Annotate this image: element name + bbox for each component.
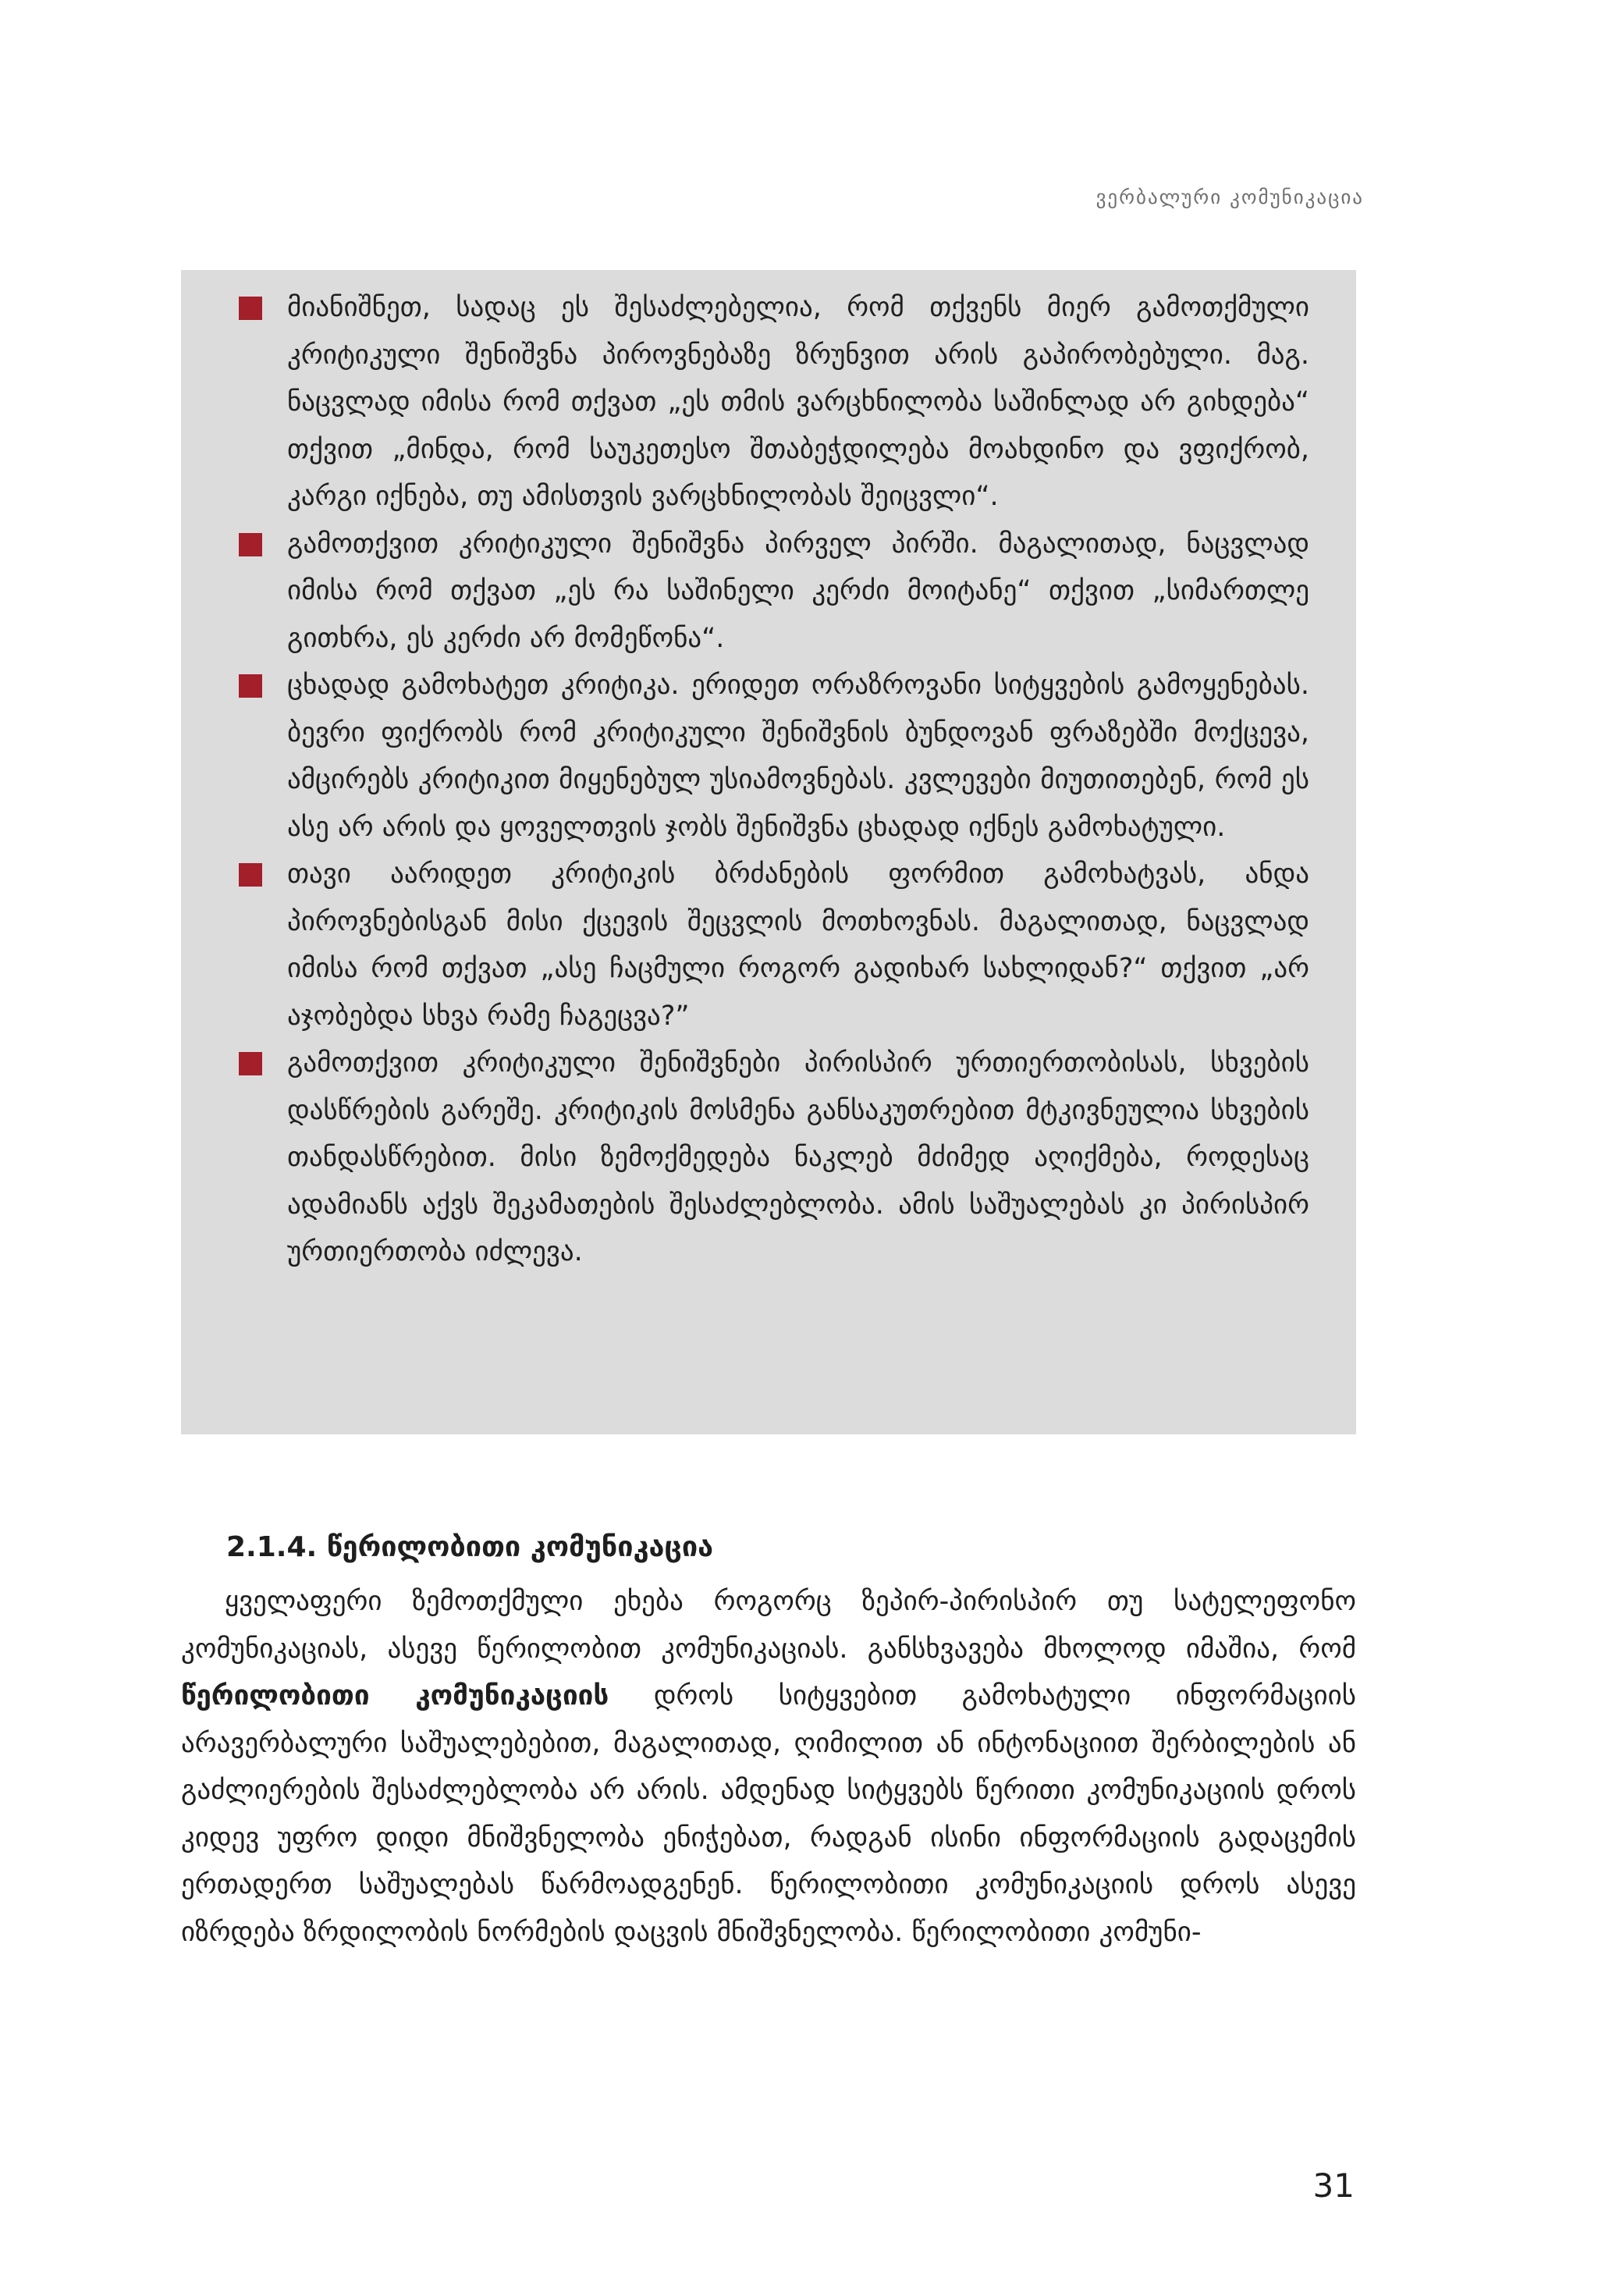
paragraph-text-end: დროს სიტყვებით გამოხატული ინფორმაციის არავერბალური საშუალებებით, მაგალითად, ღიმილით ან ინტონაციით შერბილების ან გაძლიერების შესაძლებლობა არ არის. ამდენად სიტყვებს წერითი კომუნიკაციის დროს კიდევ უფრო დიდი მნიშვნელობა ენიჭებათ, რადგან ისინი ინფორმაციის გადაცემის ერთადერთ საშუალებას წარმოადგენენ. წერილობითი კომუნიკაციის დროს ასევე იზრდება ზრდილობის ნორმების დაცვის მნიშვნელობა. წერილობითი კომუნი-: [181, 1680, 1357, 1948]
tip-text: ცხადად გამოხატეთ კრიტიკა. ერიდეთ ორაზროვანი სიტყვების გამოყენებას. ბევრი ფიქრობს რომ კრიტიკული შენიშვნის ბუნდოვან ფრაზებში მოქცევა, ამცირებს კრიტიკით მიყენებულ უსიამოვნებას. კვლევები მიუთითებენ, რომ ეს ასე არ არის და ყოველთვის ჯობს შენიშვნა ცხადად იქნეს გამოხატული.: [287, 670, 1309, 843]
square-bullet-icon: [239, 674, 262, 698]
running-header: ვერბალური კომუნიკაცია: [1096, 186, 1364, 208]
tip-item: [239, 521, 1309, 663]
tip-item: [239, 284, 1309, 521]
square-bullet-icon: [239, 533, 262, 556]
tip-item: [239, 662, 1309, 851]
section-paragraph: [181, 1578, 1356, 1956]
section-heading: 2.1.4. წერილობითი კომუნიკაცია: [226, 1531, 714, 1563]
square-bullet-icon: [239, 297, 262, 320]
tip-text: მიანიშნეთ, სადაც ეს შესაძლებელია, რომ თქვენს მიერ გამოთქმული კრიტიკული შენიშვნა პიროვნებაზე ზრუნვით არის გაპირობებული. მაგ. ნაცვლად იმისა რომ თქვათ „ეს თმის ვარცხნილობა საშინლად არ გიხდება“ თქვით „მინდა, რომ საუკეთესო შთაბეჭდილება მოახდინო და ვფიქრობ, კარგი იქნება, თუ ამისთვის ვარცხნილობას შეიცვლი“.: [287, 292, 1309, 512]
tips-list: [239, 284, 1309, 1276]
page-number: 31: [1312, 2166, 1355, 2205]
square-bullet-icon: [239, 863, 262, 887]
tip-item: [239, 851, 1309, 1040]
tips-box: [181, 270, 1356, 1434]
paragraph-text-start: ყველაფერი ზემოთქმული ეხება როგორც ზეპირ-პირისპირ თუ სატელეფონო კომუნიკაციას, ასევე წერილობით კომუნიკაციას. განსხვავება მხოლოდ იმაშია, რომ: [181, 1586, 1356, 1665]
tip-item: [239, 1040, 1309, 1276]
square-bullet-icon: [239, 1052, 262, 1075]
tip-text: თავი აარიდეთ კრიტიკის ბრძანების ფორმით გამოხატვას, ანდა პიროვნებისგან მისი ქცევის შეცვლის მოთხოვნას. მაგალითად, ნაცვლად იმისა რომ თქვათ „ასე ჩაცმული როგორ გადიხარ სახლიდან?“ თქვით „არ აჯობებდა სხვა რამე ჩაგეცვა?”: [287, 858, 1309, 1032]
tip-text: გამოთქვით კრიტიკული შენიშვნები პირისპირ ურთიერთობისას, სხვების დასწრების გარეშე. კრიტიკის მოსმენა განსაკუთრებით მტკივნეულია სხვების თანდასწრებით. მისი ზემოქმედება ნაკლებ მძიმედ აღიქმება, როდესაც ადამიანს აქვს შეკამათების შესაძლებლობა. ამის საშუალებას კი პირისპირ ურთიერთობა იძლევა.: [287, 1047, 1309, 1267]
tip-text: გამოთქვით კრიტიკული შენიშვნა პირველ პირში. მაგალითად, ნაცვლად იმისა რომ თქვათ „ეს რა საშინელი კერძი მოიტანე“ თქვით „სიმართლე გითხრა, ეს კერძი არ მომეწონა“.: [287, 528, 1309, 654]
paragraph-bold-term: წერილობითი კომუნიკაციის: [181, 1680, 609, 1711]
